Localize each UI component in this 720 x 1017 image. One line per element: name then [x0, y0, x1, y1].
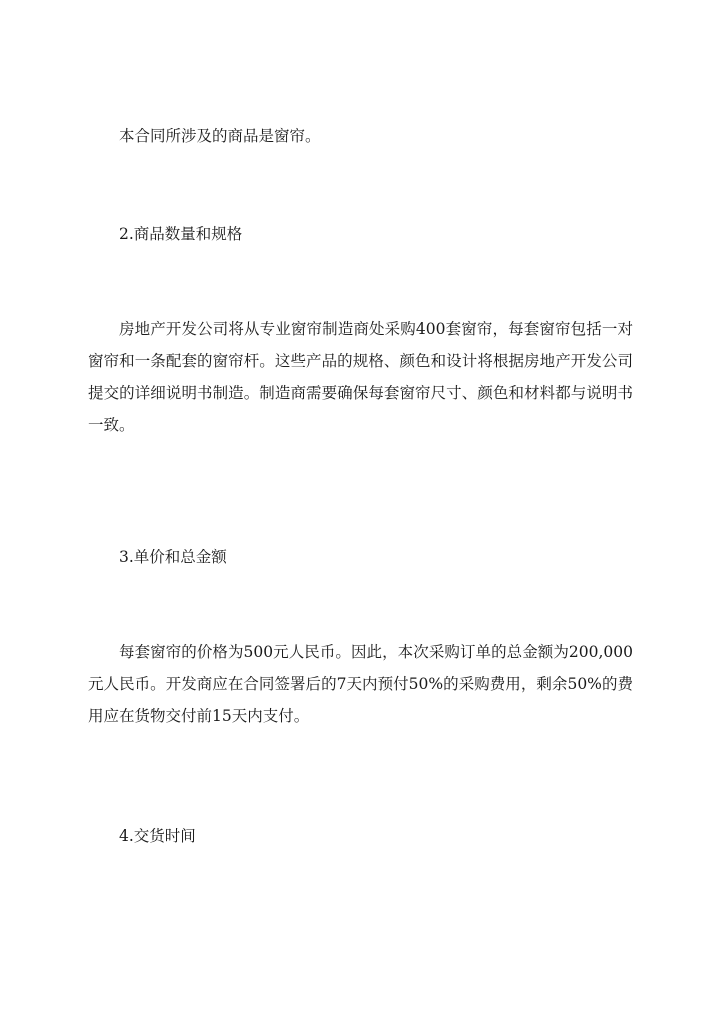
heading-quantity-and-specs: 2.商品数量和规格 [119, 225, 243, 243]
paragraph-quantity-and-specs: 房地产开发公司将从专业窗帘制造商处采购400套窗帘，每套窗帘包括一对窗帘和一条配套的窗帘杆。这些产品的规格、颜色和设计将根据房地产开发公司提交的详细说明书制造。制造商需要确保每套窗帘尺寸、颜色和材料都与说明书一致。 [88, 320, 633, 434]
paragraph-goods-description: 本合同所涉及的商品是窗帘。 [119, 127, 321, 145]
heading-unit-price-and-total: 3.单价和总金额 [119, 548, 227, 566]
paragraph-unit-price-and-total: 每套窗帘的价格为500元人民币。因此，本次采购订单的总金额为200,000元人民币。开发商应在合同签署后的7天内预付50%的采购费用，剩余50%的费用应在货物交付前15天内支付。 [88, 643, 633, 725]
heading-delivery-time: 4.交货时间 [119, 827, 196, 845]
